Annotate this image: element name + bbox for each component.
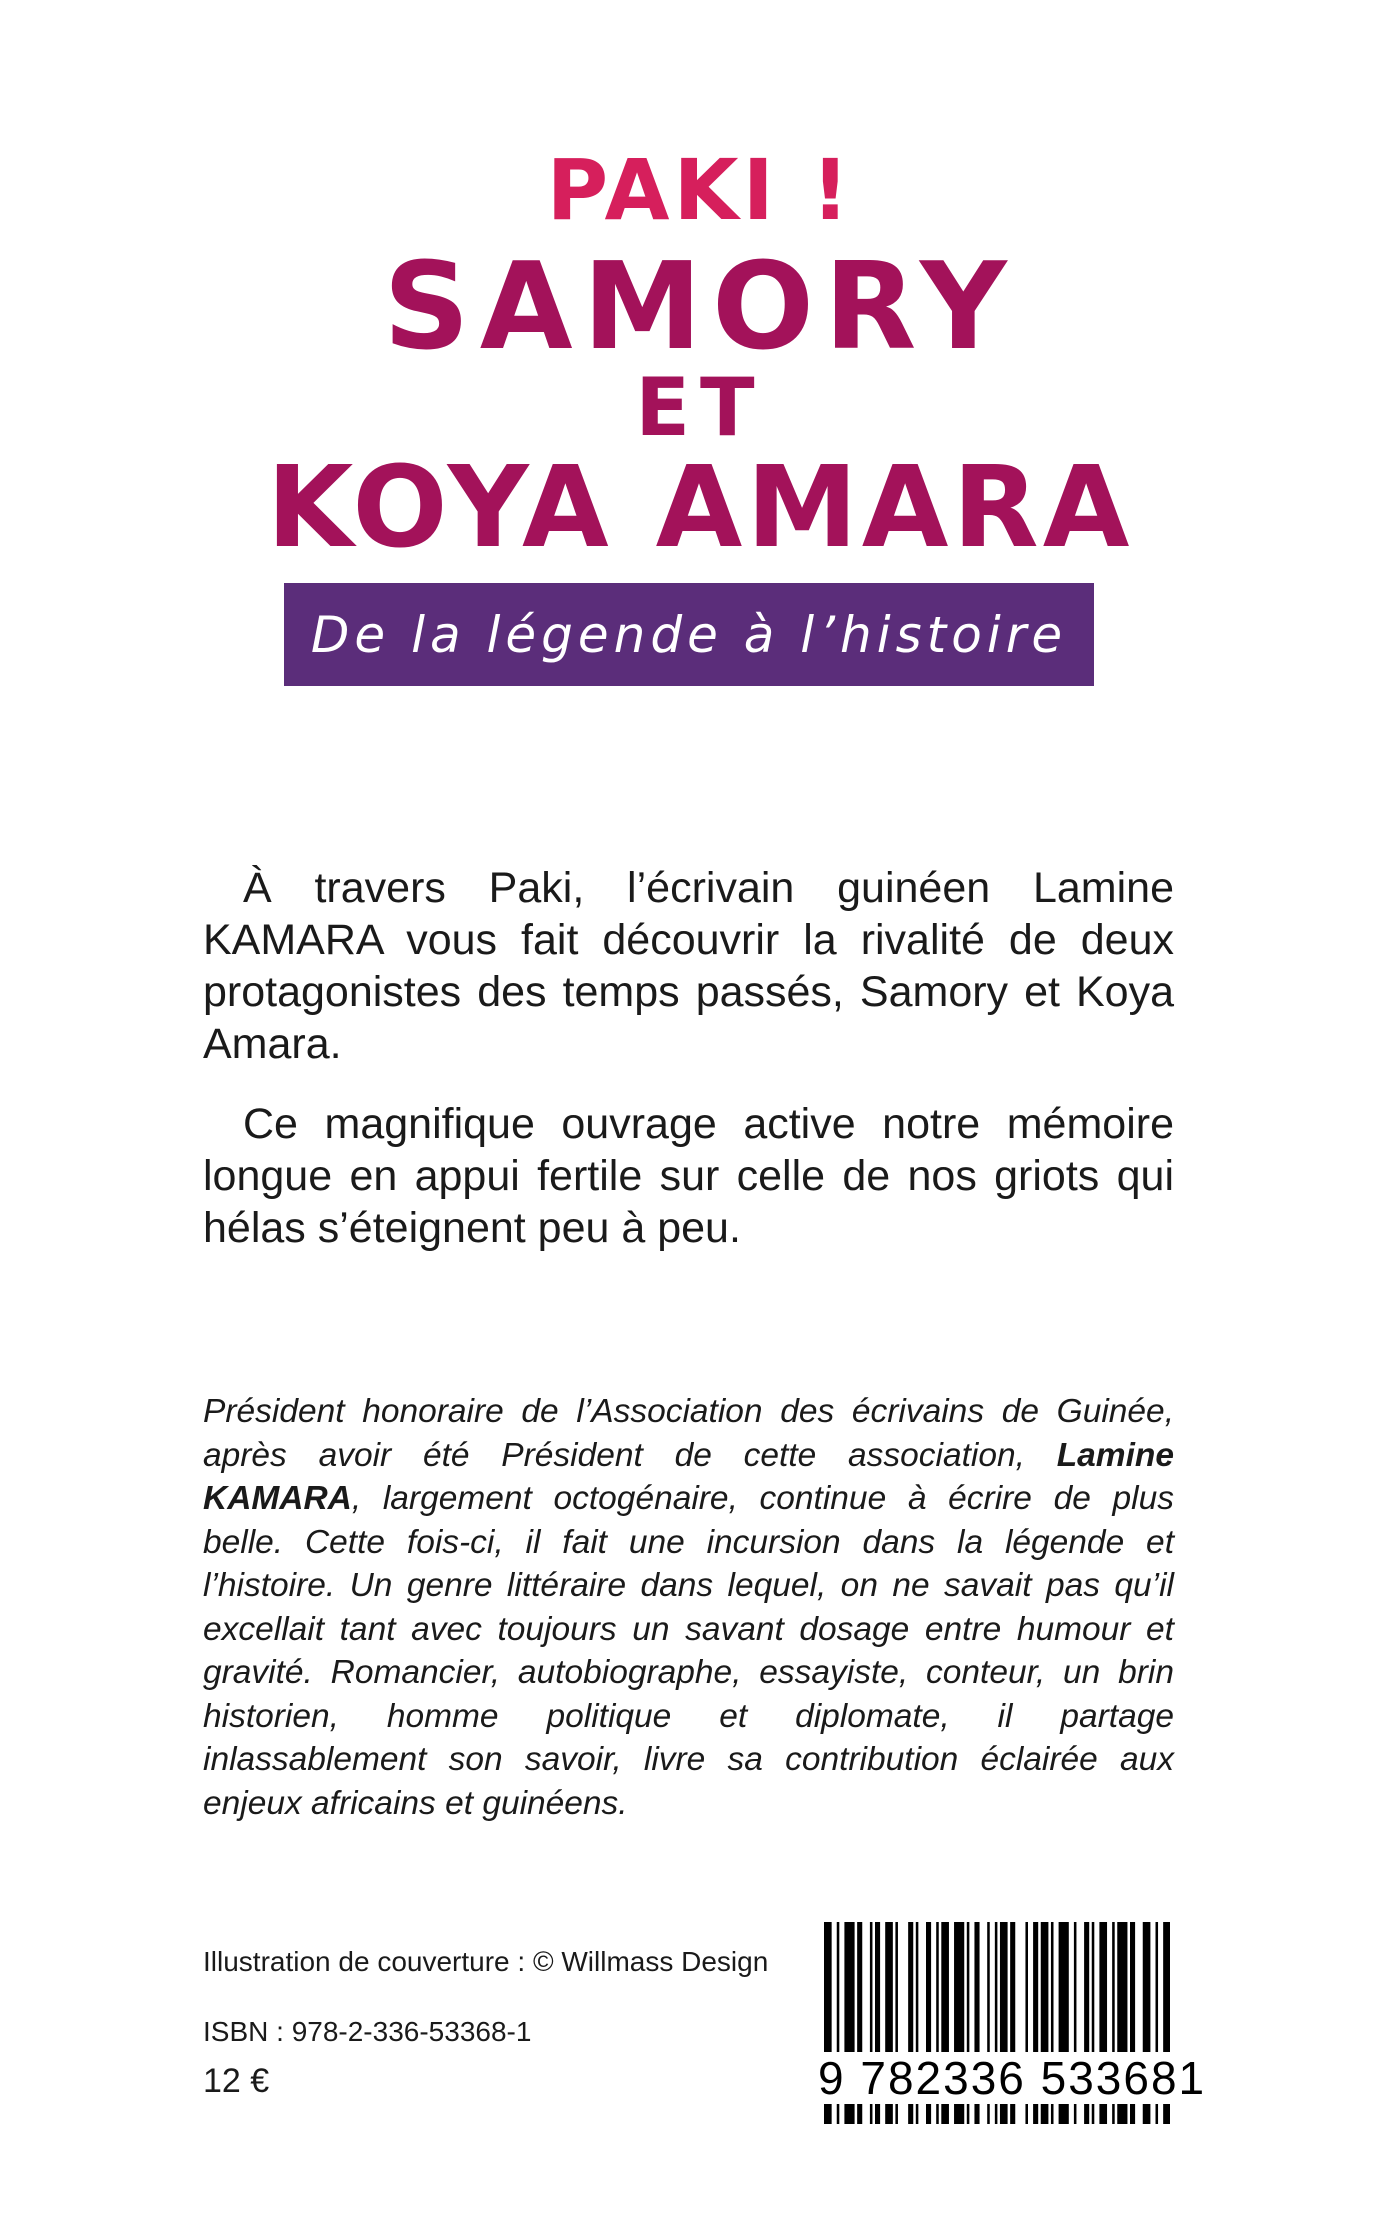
subtitle-text: De la légende à l’histoire [310,605,1068,664]
summary-paragraph-1: À travers Paki, l’écrivain guinéen Lamine KAMARA vous fait découvrir la rivalité de deux protagonistes des temps passés, Samory et Koya Amara. [203,864,1174,1068]
price: 12 € [203,2062,270,2100]
barcode-digits: 9 782336 533681 [818,2052,1207,2104]
subtitle-banner [284,583,1094,686]
title-koya-amara: KOYA AMARA [266,443,1134,573]
cover-illustration-credit: Illustration de couverture : © Willmass Design [203,1946,769,1977]
author-bio [203,1390,1174,1825]
bio-author-name: Lamine KAMARA [203,1436,1174,1517]
bio-intro: Président honoraire de l’Association des écrivains de Guinée, après avoir été Président de cette association, [203,1393,1174,1474]
bio-rest: , largement octogénaire, continue à écrire de plus belle. Cette fois-ci, il fait une incursion dans la légende et l’histoire. Un genre littéraire dans lequel, on ne savait pas qu’il excellait tant avec toujours un savant dosage entre humour et gravité. Romancier, autobiographe, essayiste, conteur, un brin historien, homme politique et diplomate, il partage inlassablement son savoir, livre sa contribution éclairée aux enjeux africains et guinéens. [203,1480,1174,1822]
title-et: ET [635,361,765,454]
book-summary [203,862,1174,1282]
title-paki: PAKI ! [546,141,854,239]
title-samory: SAMORY [383,238,1017,377]
isbn-number: ISBN : 978-2-336-53368-1 [203,2016,532,2047]
summary-paragraph-2: Ce magnifique ouvrage active notre mémoire longue en appui fertile sur celle de nos griots qui hélas s’éteignent peu à peu. [203,1100,1174,1252]
